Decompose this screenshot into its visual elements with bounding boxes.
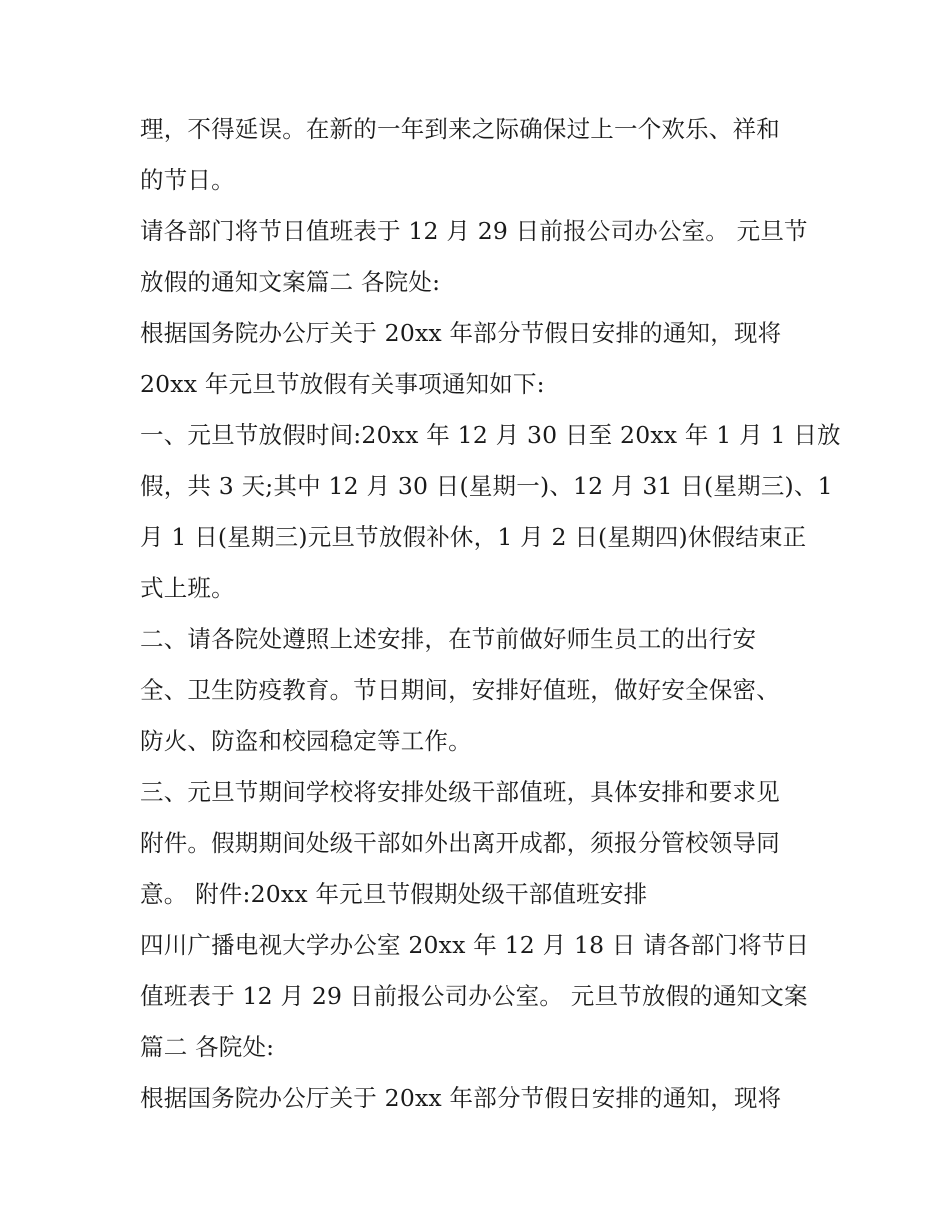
text-line: 式上班。 bbox=[140, 574, 235, 602]
text-line: 二、请各院处遵照上述安排，在节前做好师生员工的出行安 bbox=[140, 625, 757, 653]
text-line: 三、元旦节期间学校将安排处级干部值班，具体安排和要求见 bbox=[140, 778, 780, 806]
text-line: 根据国务院办公厅关于 20xx 年部分节假日安排的通知，现将 bbox=[140, 1084, 782, 1112]
text-line: 四川广播电视大学办公室 20xx 年 12 月 18 日 请各部门将节日 bbox=[140, 931, 810, 959]
text-line: 一、元旦节放假时间:20xx 年 12 月 30 日至 20xx 年 1 月 1 日放 bbox=[140, 421, 841, 449]
text-line: 假，共 3 天;其中 12 月 30 日(星期一)、12 月 31 日(星期三)、1 bbox=[140, 472, 833, 500]
text-line: 请各部门将节日值班表于 12 月 29 日前报公司办公室。 元旦节 bbox=[140, 217, 808, 245]
text-line: 全、卫生防疫教育。节日期间，安排好值班，做好安全保密、 bbox=[140, 676, 780, 704]
text-line: 值班表于 12 月 29 日前报公司办公室。 元旦节放假的通知文案 bbox=[140, 982, 808, 1010]
text-line: 附件。假期期间处级干部如外出离开成都，须报分管校领导同 bbox=[140, 829, 780, 857]
text-line: 防火、防盗和校园稳定等工作。 bbox=[140, 727, 472, 755]
text-line: 放假的通知文案篇二 各院处: bbox=[140, 268, 441, 296]
text-line: 20xx 年元旦节放假有关事项通知如下: bbox=[140, 370, 545, 398]
text-line: 意。 附件:20xx 年元旦节假期处级干部值班安排 bbox=[140, 880, 648, 908]
text-line: 根据国务院办公厅关于 20xx 年部分节假日安排的通知，现将 bbox=[140, 319, 782, 347]
text-line: 篇二 各院处: bbox=[140, 1033, 275, 1061]
text-line: 的节日。 bbox=[140, 166, 235, 194]
text-line: 月 1 日(星期三)元旦节放假补休，1 月 2 日(星期四)休假结束正 bbox=[140, 523, 807, 551]
text-line: 理，不得延误。在新的一年到来之际确保过上一个欢乐、祥和 bbox=[140, 115, 780, 143]
